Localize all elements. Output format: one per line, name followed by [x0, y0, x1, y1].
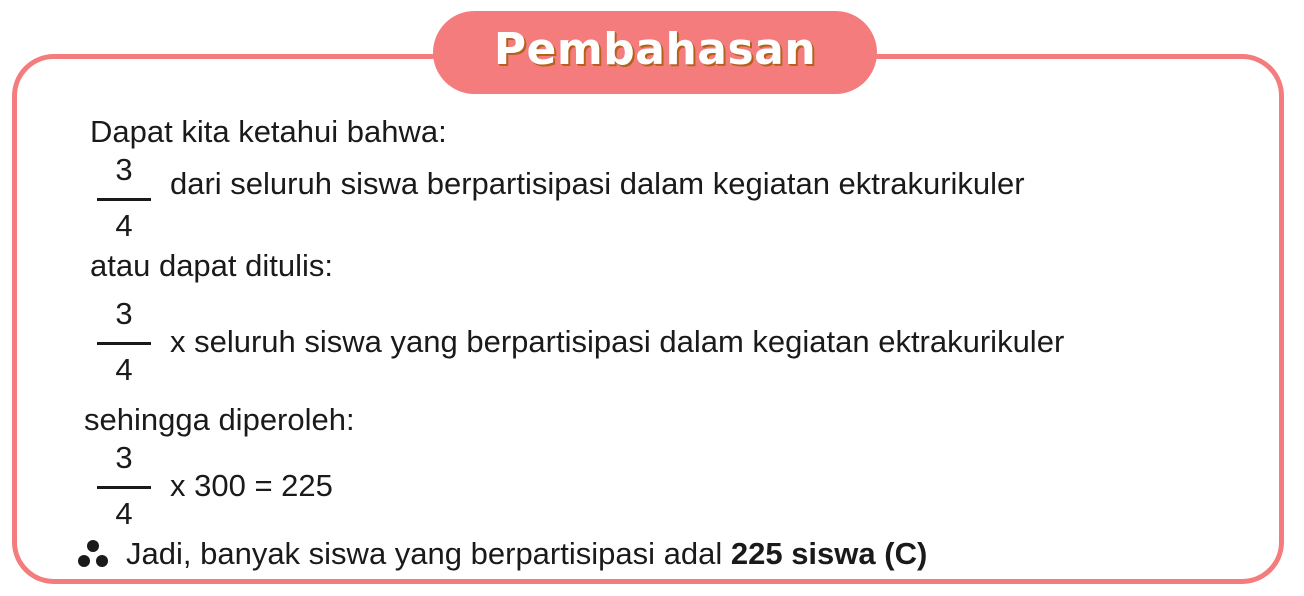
fraction-3-numerator: 3 [115, 440, 133, 475]
fraction-1-bar [97, 198, 151, 201]
statement-line: dari seluruh siswa berpartisipasi dalam kegiatan ektrakurikuler [170, 166, 1025, 201]
fraction-2-denominator: 4 [115, 352, 133, 387]
fraction-3-bar [97, 486, 151, 489]
fraction-3-denominator: 4 [115, 496, 133, 531]
answer-text: 225 siswa (C) [730, 536, 928, 571]
conclusion-text: Jadi, banyak siswa yang berpartisipasi adal [126, 536, 723, 571]
therefore-icon [78, 540, 108, 570]
fraction-2 [95, 296, 153, 392]
written-as-line: atau dapat ditulis: [90, 248, 334, 283]
calculation-line: x 300 = 225 [170, 468, 333, 503]
title-badge [433, 11, 877, 94]
intro-line: Dapat kita ketahui bahwa: [90, 114, 447, 149]
fraction-1 [95, 152, 153, 248]
fraction-2-bar [97, 342, 151, 345]
fraction-3 [95, 440, 153, 536]
title-text: Pembahasan [493, 24, 817, 75]
fraction-1-numerator: 3 [115, 152, 133, 187]
formula-line: x seluruh siswa yang berpartisipasi dalam kegiatan ektrakurikuler [170, 324, 1065, 359]
conclusion-line [126, 536, 927, 572]
obtained-line: sehingga diperoleh: [84, 402, 355, 437]
fraction-2-numerator: 3 [115, 296, 133, 331]
fraction-1-denominator: 4 [115, 208, 133, 243]
